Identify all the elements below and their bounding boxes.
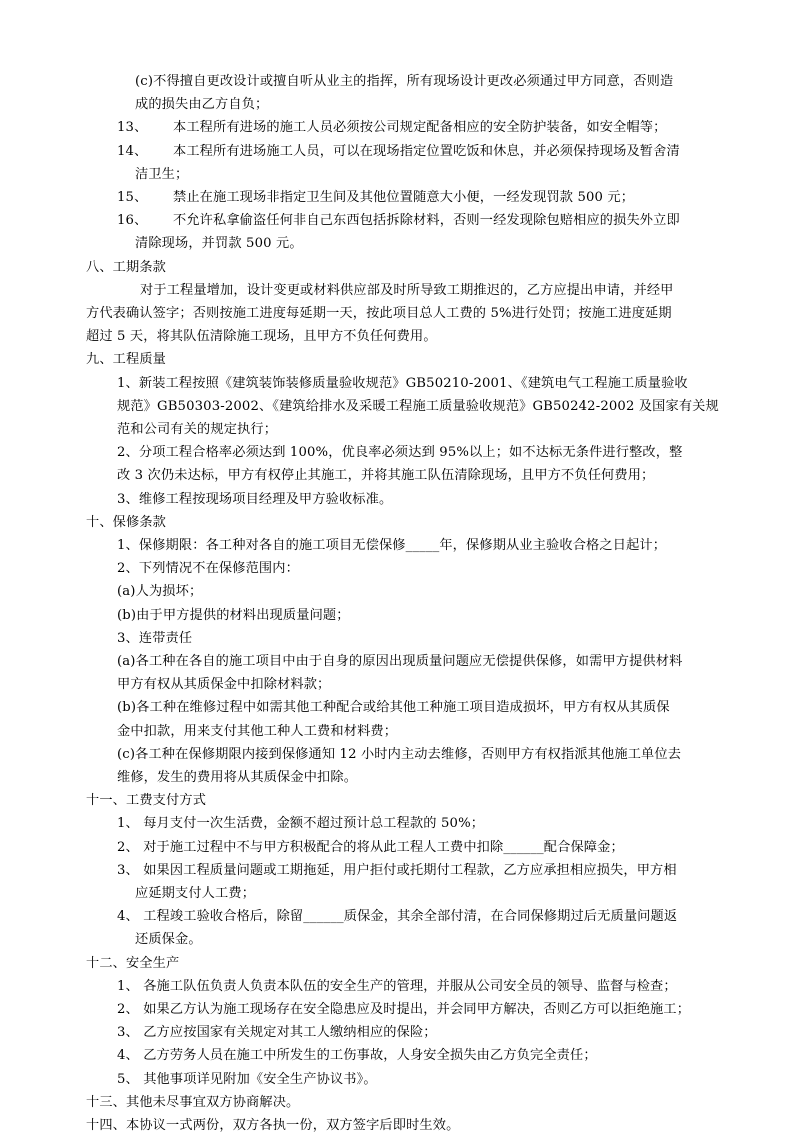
item-14-line-1: 本工程所有进场施工人员，可以在现场指定位置吃饭和休息，并必须保持现场及暂舍清 xyxy=(173,143,680,159)
section-11-item-4-line-2: 还质保金。 xyxy=(135,932,202,948)
section-10-item-3b-line-1: (b)各工种在维修过程中如需其他工种配合或给其他工种施工项目造成损坏，甲方有权从其质保 xyxy=(117,700,670,716)
section-9-item-1-line-1: 1、新装工程按照《建筑装饰装修质量验收规范》GB50210-2001、《建筑电气工程施工质量验收 xyxy=(117,375,688,391)
section-11-item-2: 2、 对于施工过程中不与甲方积极配合的将从此工程人工费中扣除______配合保障金； xyxy=(117,839,624,855)
section-9-item-1-line-2: 规范》GB50303-2002、《建筑给排水及采暖工程施工质量验收规范》GB50242-2002 及国家有关规 xyxy=(117,398,719,414)
item-13-text: 本工程所有进场的施工人员必须按公司规定配备相应的安全防护装备，如安全帽等； xyxy=(173,120,667,136)
item-16-line-2: 清除现场，并罚款 500 元。 xyxy=(135,236,303,252)
section-14-title: 十四、本协议一式两份，双方各执一份，双方签字后即时生效。 xyxy=(86,1118,460,1133)
section-10-item-3a-line-2: 甲方有权从其质保金中扣除材料款； xyxy=(117,677,331,693)
item-15-text: 禁止在施工现场非指定卫生间及其他位置随意大小便，一经发现罚款 500 元； xyxy=(173,190,635,205)
item-16-line-1: 不允许私拿偷盗任何非自己东西包括拆除材料，否则一经发现除包赔相应的损失外立即 xyxy=(173,213,680,229)
section-8-line-3: 超过 5 天，将其队伍清除施工现场，且甲方不负任何费用。 xyxy=(86,329,437,345)
section-9-item-2-line-1: 2、分项工程合格率必须达到 100%，优良率必须达到 95%以上；如不达标无条件进行整改，整 xyxy=(117,445,683,461)
section-9-item-1-line-3: 范和公司有关的规定执行； xyxy=(117,422,278,437)
section-13-title: 十三、其他未尽事宜双方协商解决。 xyxy=(86,1094,300,1110)
section-12-item-3: 3、 乙方应按国家有关规定对其工人缴纳相应的保险； xyxy=(117,1025,437,1041)
item-14-number: 14、 xyxy=(117,143,148,159)
section-9-item-3: 3、维修工程按现场项目经理及甲方验收标准。 xyxy=(117,491,393,507)
section-12-item-2: 2、 如果乙方认为施工现场存在安全隐患应及时提出，并会同甲方解决，否则乙方可以拒绝施工； xyxy=(117,1002,691,1017)
section-9-title: 九、工程质量 xyxy=(86,352,167,368)
section-11-item-1: 1、 每月支付一次生活费，金额不超过预计总工程款的 50%； xyxy=(117,816,485,832)
section-12-item-5: 5、 其他事项详见附加《安全生产协议书》。 xyxy=(117,1071,377,1087)
section-10-item-3c-line-2: 维修，发生的费用将从其质保金中扣除。 xyxy=(117,770,358,785)
section-11-item-3-line-2: 应延期支付人工费； xyxy=(135,886,256,901)
item-14-line-2: 洁卫生； xyxy=(135,166,189,182)
section-10-item-2b: (b)由于甲方提供的材料出现质量问题； xyxy=(117,607,350,623)
section-10-item-3c-line-1: (c)各工种在保修期限内接到保修通知 12 小时内主动去维修，否则甲方有权指派其他施工单位去 xyxy=(117,746,682,762)
section-10-title: 十、保修条款 xyxy=(86,514,167,530)
section-8-title: 八、工期条款 xyxy=(86,259,167,275)
section-12-item-4: 4、 乙方劳务人员在施工中所发生的工伤事故，人身安全损失由乙方负完全责任； xyxy=(117,1048,597,1064)
section-12-title: 十二、安全生产 xyxy=(86,955,180,971)
section-9-item-2-line-2: 改 3 次仍未达标，甲方有权停止其施工，并将其施工队伍清除现场，且甲方不负任何费用； xyxy=(117,468,655,484)
section-10-item-2: 2、下列情况不在保修范围内： xyxy=(117,561,299,577)
section-11-item-4-line-1: 4、 工程竣工验收合格后，除留______质保金，其余全部付清，在合同保修期过后无质量问题返 xyxy=(117,909,678,925)
section-10-item-2a: (a)人为损坏； xyxy=(117,584,203,600)
section-12-item-1: 1、 各施工队伍负责人负责本队伍的安全生产的管理，并服从公司安全员的领导、监督与检查； xyxy=(117,978,677,994)
section-8-line-2: 方代表确认签字；否则按施工进度每延期一天，按此项目总人工费的 5%进行处罚；按施工进度延期 xyxy=(86,306,672,321)
item-12c-line-2: 成的损失由乙方自负； xyxy=(135,97,269,113)
section-8-line-1: 对于工程量增加，设计变更或材料供应部及时所导致工期推迟的，乙方应提出申请，并经甲 xyxy=(140,282,674,298)
item-12c-line-1: (c)不得擅自更改设计或擅自听从业主的指挥，所有现场设计更改必须通过甲方同意，否则造 xyxy=(135,74,674,89)
section-10-item-3: 3、连带责任 xyxy=(117,630,193,646)
section-11-item-3-line-1: 3、 如果因工程质量问题或工期拖延，用户拒付或托期付工程款，乙方应承担相应损失，甲方相 xyxy=(117,862,677,878)
item-15-number: 15、 xyxy=(117,190,148,205)
item-13-number: 13、 xyxy=(117,120,148,136)
section-10-item-1: 1、保修期限：各工种对各自的施工项目无偿保修_____年，保修期从业主验收合格之日起计； xyxy=(117,538,667,553)
section-10-item-3a-line-1: (a)各工种在各自的施工项目中由于自身的原因出现质量问题应无偿提供保修，如需甲方提供材料 xyxy=(117,654,683,669)
section-10-item-3b-line-2: 金中扣款，用来支付其他工种人工费和材料费； xyxy=(117,723,398,739)
item-16-number: 16、 xyxy=(117,213,148,229)
section-11-title: 十一、工费支付方式 xyxy=(86,793,207,809)
